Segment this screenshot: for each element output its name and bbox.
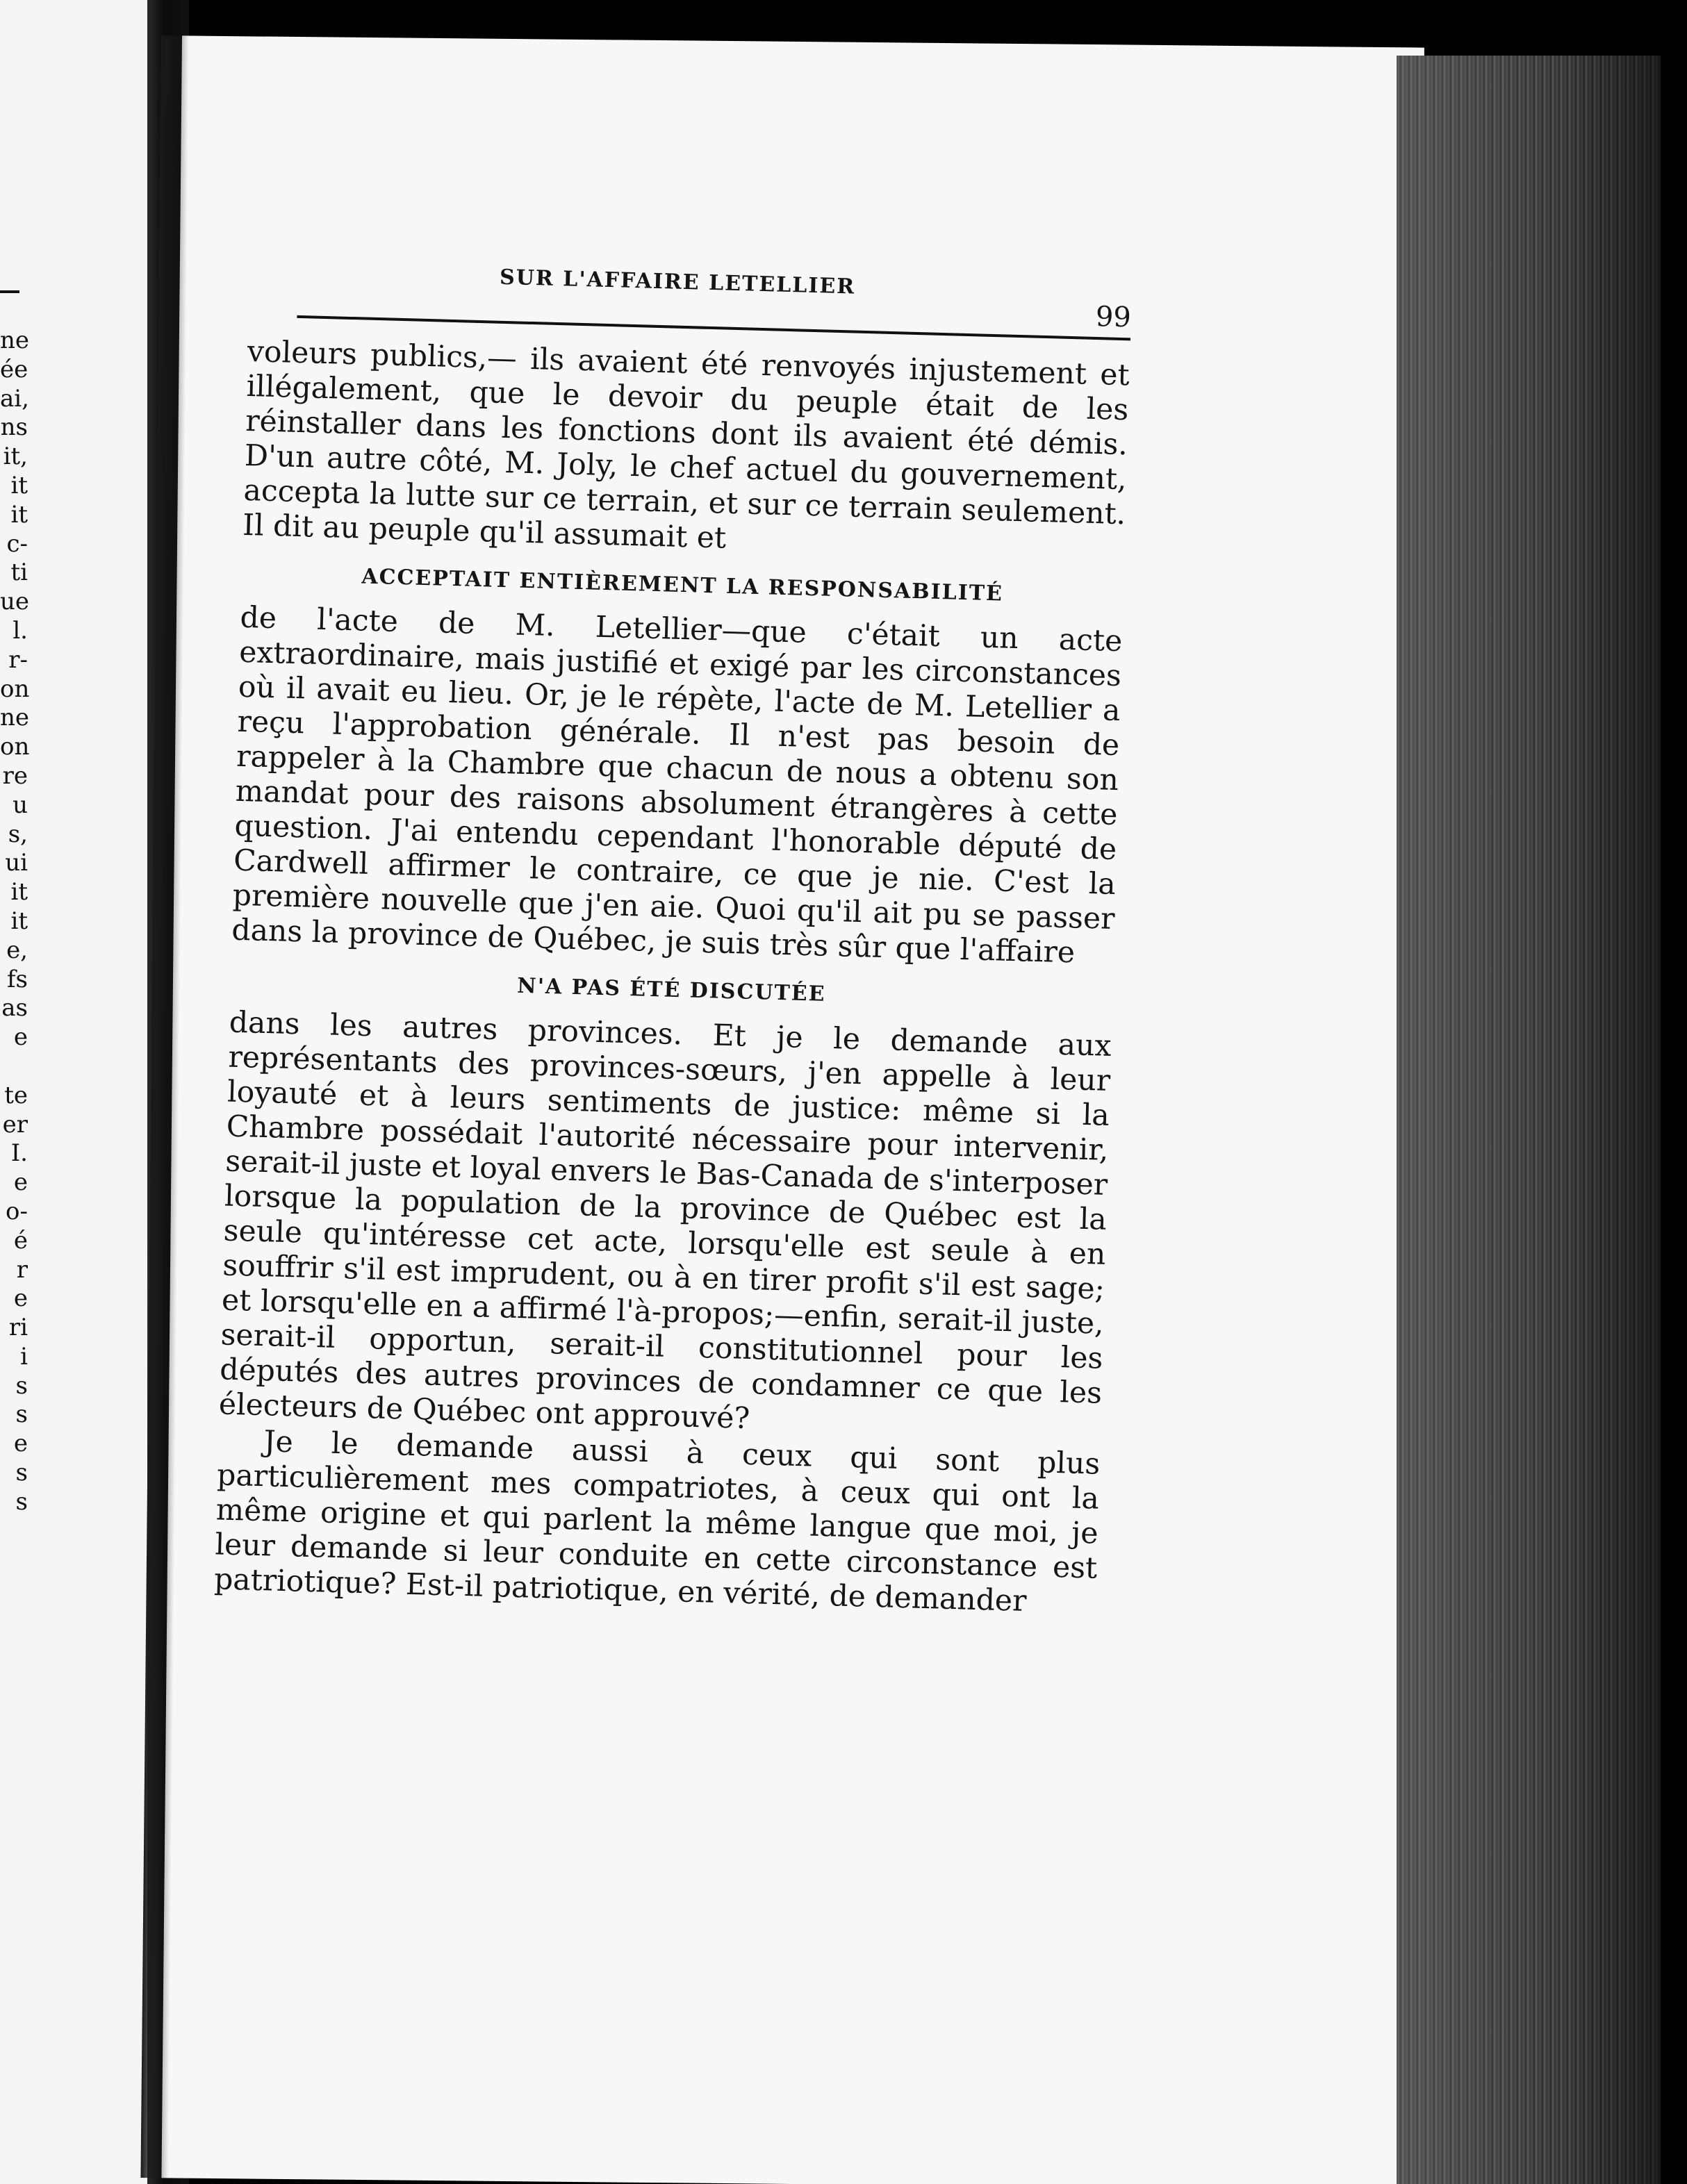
paragraph-1: voleurs publics,— ils avaient été renvoyés injustement et illégalement, que le devoir du peuple était de les réinstaller dans les fonctions dont ils avaient été démis. D'un autre côté, M. Joly, le chef actuel du gouvernement, accepta la lutte sur ce terrain, et sur ce terrain seulement. Il dit au peuple qu'il assumait et — [242, 334, 1130, 556]
left-page-fragment: ti — [10, 559, 28, 587]
page-number: 99 — [1095, 300, 1132, 334]
left-page-fragment: re — [2, 761, 28, 790]
left-page-fragment: on — [0, 733, 30, 761]
left-page-fragment: i — [20, 1342, 28, 1371]
left-page-fragment: e, — [6, 936, 28, 964]
left-page-fragment: ui — [5, 849, 28, 877]
running-title: SUR L'AFFAIRE LETELLIER — [499, 265, 856, 299]
left-page-fragment: it, — [3, 442, 28, 471]
subheading-2: N'A PAS ÉTÉ DISCUTÉE — [516, 973, 827, 1007]
left-page-fragment: ue — [0, 588, 30, 616]
left-page-fragment: ri — [8, 1314, 28, 1342]
left-page-fragment — [0, 1052, 28, 1082]
left-page-fragment: ns — [0, 413, 28, 442]
left-page-fragment: as — [1, 994, 28, 1023]
paragraph-2: de l'acte de M. Letellier—que c'était un acte extraordinaire, mais justifié et exigé par les circonstances où il avait eu lieu. Or, je le répète, l'acte de M. Letellier a reçu l'approbation générale. Il n'est pas besoin de rappeler à la Chambre que chacun de nous a obtenu son mandat pour des raisons absolument étrangères à cette question. J'ai entendu cependant l'honorable député de Cardwell affirmer le contraire, ce que je nie. C'est la première nouvelle que j'en aie. Quoi qu'il ait pu se passer dans la province de Québec, je suis très sûr que l'affaire — [231, 600, 1123, 970]
left-page-fragment: c- — [6, 529, 28, 558]
left-page-fragment: it — [10, 471, 28, 499]
left-page-fragment: e — [13, 1023, 28, 1052]
left-page-fragment: it — [10, 878, 28, 907]
subheading-1: ACCEPTAIT ENTIÈREMENT LA RESPONSABILITÉ — [361, 564, 1004, 606]
left-page-fragment: s — [15, 1487, 28, 1516]
left-page-fragment: e — [13, 1430, 28, 1458]
left-page-text-fragments — [0, 326, 28, 1517]
left-page-fragment: er — [2, 1110, 28, 1139]
paragraph-3: dans les autres provinces. Et je le demande aux représentants des provinces-sœurs, j'en appelle à leur loyauté et à leurs sentiments de justice: même si la Chambre possédait l'autorité nécessaire pour intervenir, serait-il juste et loyal envers le Bas-Canada de s'interposer lorsque la population de la province de Québec est la seule qu'intéresse cet acte, lorsqu'elle est seule à en souffrir s'il est imprudent, ou à en tirer profit s'il est sage; et lorsqu'elle en a affirmé l'à-propos;—enfin, serait-il juste, serait-il opportun, serait-il constitutionnel pour les députés des autres provinces de condamner ce que les électeurs de Québec ont approuvé? — [218, 1005, 1112, 1437]
left-page-fragment: it — [10, 907, 28, 935]
left-page-fragment: é — [13, 1226, 28, 1255]
left-page-fragment: s — [15, 1459, 28, 1487]
left-page-fragment: it — [10, 500, 28, 529]
page-text-block — [214, 250, 1133, 1621]
body-text — [214, 335, 1130, 1621]
left-page-fragment: fs — [6, 965, 28, 993]
left-page-fragment: l. — [13, 616, 28, 645]
left-page-fragment: s, — [8, 820, 28, 848]
left-page-fragment: r — [16, 1255, 28, 1284]
left-page-fragment: r- — [8, 645, 28, 674]
left-page-fragment: I. — [10, 1139, 28, 1168]
page-block-shading — [1397, 56, 1661, 2184]
left-page-fragment: e — [13, 1284, 28, 1313]
paragraph-4: Je le demande aussi à ceux qui sont plus particulièrement mes compatriotes, à ceux qui ont la même origine et qui parlent la même langue que moi, je leur demande si leur conduite en cette circonstance est patriotique? Est-il patriotique, en vérité, de demander — [213, 1425, 1101, 1619]
left-page-fragment: te — [4, 1081, 28, 1109]
left-page-fragment: ée — [0, 355, 28, 383]
left-page-fragment: ai, — [0, 384, 29, 413]
left-page-fragment: s — [15, 1371, 28, 1400]
left-page-fragment: u — [13, 791, 28, 819]
left-page-fragment: s — [15, 1400, 28, 1429]
left-page-fragment: ne — [0, 704, 30, 732]
header-rule — [297, 315, 1130, 340]
left-page-fragment: ne — [0, 326, 30, 354]
left-page-fragment: on — [0, 675, 30, 703]
left-page-fragment: e — [13, 1168, 28, 1197]
left-page-fragment: o- — [6, 1197, 28, 1225]
left-page-rule — [0, 290, 19, 293]
